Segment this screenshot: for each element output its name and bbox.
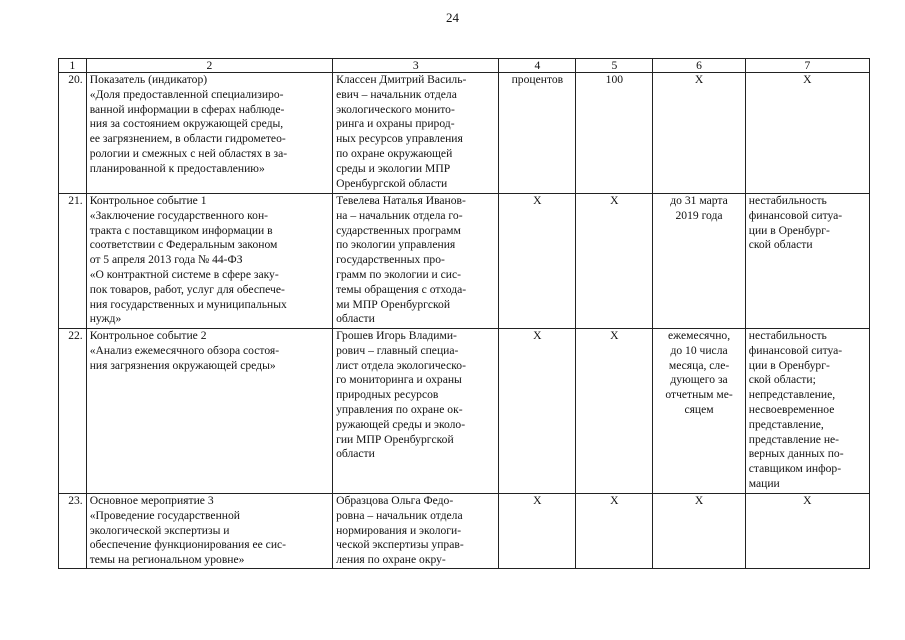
row-number: 20. bbox=[59, 73, 87, 194]
unit-cell: Х bbox=[499, 194, 576, 329]
indicator-cell: Контрольное событие 2 «Анализ ежемесячного обзора состоя- ния загрязнения окружающей среды» bbox=[86, 329, 332, 494]
row-number: 23. bbox=[59, 494, 87, 569]
deadline-cell: Х bbox=[653, 494, 745, 569]
deadline-cell: ежемесячно, до 10 числа месяца, сле- дующего за отчетным ме- сяцем bbox=[653, 329, 745, 494]
indicator-cell: Показатель (индикатор) «Доля предоставленной специализиро- ванной информации в сферах наблюде- ния за состоянием окружающей среды, ее загрязнением, в области гидрометео- рологии и смежных с ней областях в за- планированной к предоставлению» bbox=[86, 73, 332, 194]
indicator-cell: Контрольное событие 1 «Заключение государственного кон- тракта с поставщиком информации в соответствии с Федеральным законом от 5 апреля 2013 года № 44-ФЗ «О контрактной системе в сфере заку- пок товаров, работ, услуг для обеспече- ния государственных и муниципальных нужд» bbox=[86, 194, 332, 329]
row-number: 21. bbox=[59, 194, 87, 329]
program-table bbox=[58, 58, 870, 569]
header-cell: 7 bbox=[745, 59, 869, 73]
table-row bbox=[59, 329, 870, 494]
risk-cell: Х bbox=[745, 494, 869, 569]
table-row bbox=[59, 73, 870, 194]
unit-cell: Х bbox=[499, 494, 576, 569]
header-cell: 2 bbox=[86, 59, 332, 73]
deadline-cell: Х bbox=[653, 73, 745, 194]
responsible-cell: Образцова Ольга Федо- ровна – начальник отдела нормирования и экологи- ческой экспертизы управ- ления по охране окру- bbox=[333, 494, 499, 569]
risk-cell: Х bbox=[745, 73, 869, 194]
header-cell: 3 bbox=[333, 59, 499, 73]
header-cell: 4 bbox=[499, 59, 576, 73]
responsible-cell: Тевелева Наталья Иванов- на – начальник отдела го- сударственных программ по экологии управления государственных про- грамм по экологии и сис- темы обращения с отхода- ми МПР Оренбургской области bbox=[333, 194, 499, 329]
header-cell: 1 bbox=[59, 59, 87, 73]
risk-cell: нестабильность финансовой ситуа- ции в Оренбург- ской области bbox=[745, 194, 869, 329]
header-row bbox=[59, 59, 870, 73]
table-row bbox=[59, 194, 870, 329]
header-cell: 6 bbox=[653, 59, 745, 73]
table-row bbox=[59, 494, 870, 569]
responsible-cell: Классен Дмитрий Василь- евич – начальник отдела экологического монито- ринга и охраны природ- ных ресурсов управления по охране окружающей среды и экологии МПР Оренбургской области bbox=[333, 73, 499, 194]
risk-cell: нестабильность финансовой ситуа- ции в Оренбург- ской области; непредставление, несвоевременное представление, представление не- верных данных по- ставщиком инфор- мации bbox=[745, 329, 869, 494]
deadline-cell: до 31 марта 2019 года bbox=[653, 194, 745, 329]
value-cell: Х bbox=[576, 494, 653, 569]
row-number: 22. bbox=[59, 329, 87, 494]
header-cell: 5 bbox=[576, 59, 653, 73]
indicator-cell: Основное мероприятие 3 «Проведение государственной экологической экспертизы и обеспечение функционирования ее сис- темы на региональном уровне» bbox=[86, 494, 332, 569]
unit-cell: Х bbox=[499, 329, 576, 494]
value-cell: 100 bbox=[576, 73, 653, 194]
responsible-cell: Грошев Игорь Владими- рович – главный специа- лист отдела экологическо- го мониторинга и охраны природных ресурсов управления по охране ок- ружающей среды и эколо- гии МПР Оренбургской области bbox=[333, 329, 499, 494]
unit-cell: процентов bbox=[499, 73, 576, 194]
page-number: 24 bbox=[446, 10, 459, 25]
value-cell: Х bbox=[576, 329, 653, 494]
value-cell: Х bbox=[576, 194, 653, 329]
